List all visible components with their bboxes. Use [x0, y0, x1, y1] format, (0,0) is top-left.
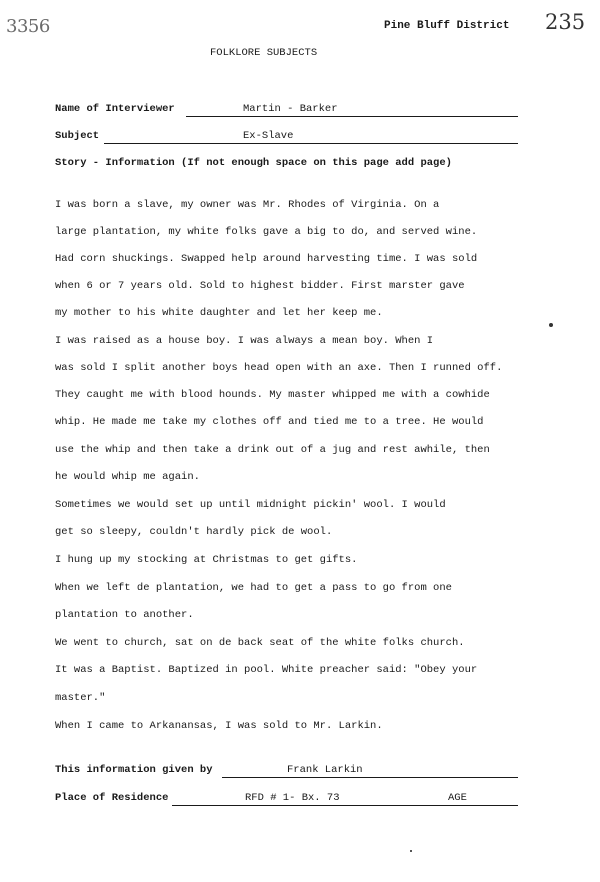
body-line: They caught me with blood hounds. My master whipped me with a cowhide: [55, 389, 490, 401]
given-by-value: Frank Larkin: [287, 764, 363, 776]
body-line: Had corn shuckings. Swapped help around harvesting time. I was sold: [55, 253, 478, 265]
scan-speck: [410, 850, 412, 852]
body-line: When I came to Arkanansas, I was sold to Mr. Larkin.: [55, 720, 383, 732]
body-line: plantation to another.: [55, 609, 194, 621]
body-line: large plantation, my white folks gave a big to do, and served wine.: [55, 226, 478, 238]
age-label: AGE: [448, 792, 467, 804]
body-line: We went to church, sat on de back seat of the white folks church.: [55, 637, 465, 649]
scan-speck: [549, 323, 553, 327]
body-line: get so sleepy, couldn't hardly pick de wool.: [55, 526, 333, 538]
body-line: my mother to his white daughter and let her keep me.: [55, 307, 383, 319]
residence-value: RFD # 1- Bx. 73: [245, 792, 340, 804]
interviewer-value: Martin - Barker: [243, 103, 338, 115]
body-line: whip. He made me take my clothes off and tied me to a tree. He would: [55, 416, 484, 428]
given-by-underline: [222, 777, 518, 778]
body-line: was sold I split another boys head open with an axe. Then I runned off.: [55, 362, 503, 374]
body-line: he would whip me again.: [55, 471, 200, 483]
residence-underline: [172, 805, 518, 806]
given-by-label: This information given by: [55, 764, 213, 776]
body-line: It was a Baptist. Baptized in pool. White preacher said: "Obey your: [55, 664, 478, 676]
subject-label: Subject: [55, 130, 100, 142]
body-line: I was born a slave, my owner was Mr. Rhodes of Virginia. On a: [55, 199, 440, 211]
body-line: When we left de plantation, we had to get a pass to go from one: [55, 582, 452, 594]
body-line: Sometimes we would set up until midnight pickin' wool. I would: [55, 499, 446, 511]
interviewer-underline: [186, 116, 518, 117]
subject-underline: [104, 143, 518, 144]
body-line: when 6 or 7 years old. Sold to highest bidder. First marster gave: [55, 280, 465, 292]
page-title: FOLKLORE SUBJECTS: [210, 47, 318, 59]
stamp-number: 3356: [6, 16, 50, 37]
body-line: master.": [55, 692, 106, 704]
district-label: Pine Bluff District: [384, 20, 510, 32]
subject-value: Ex-Slave: [243, 130, 294, 142]
body-line: use the whip and then take a drink out of a jug and rest awhile, then: [55, 444, 490, 456]
story-label: Story - Information (If not enough space on this page add page): [55, 157, 452, 169]
residence-label: Place of Residence: [55, 792, 169, 804]
body-line: I was raised as a house boy. I was always a mean boy. When I: [55, 335, 434, 347]
interviewer-label: Name of Interviewer: [55, 103, 175, 115]
body-line: I hung up my stocking at Christmas to get gifts.: [55, 554, 358, 566]
page-number: 235: [545, 10, 586, 34]
